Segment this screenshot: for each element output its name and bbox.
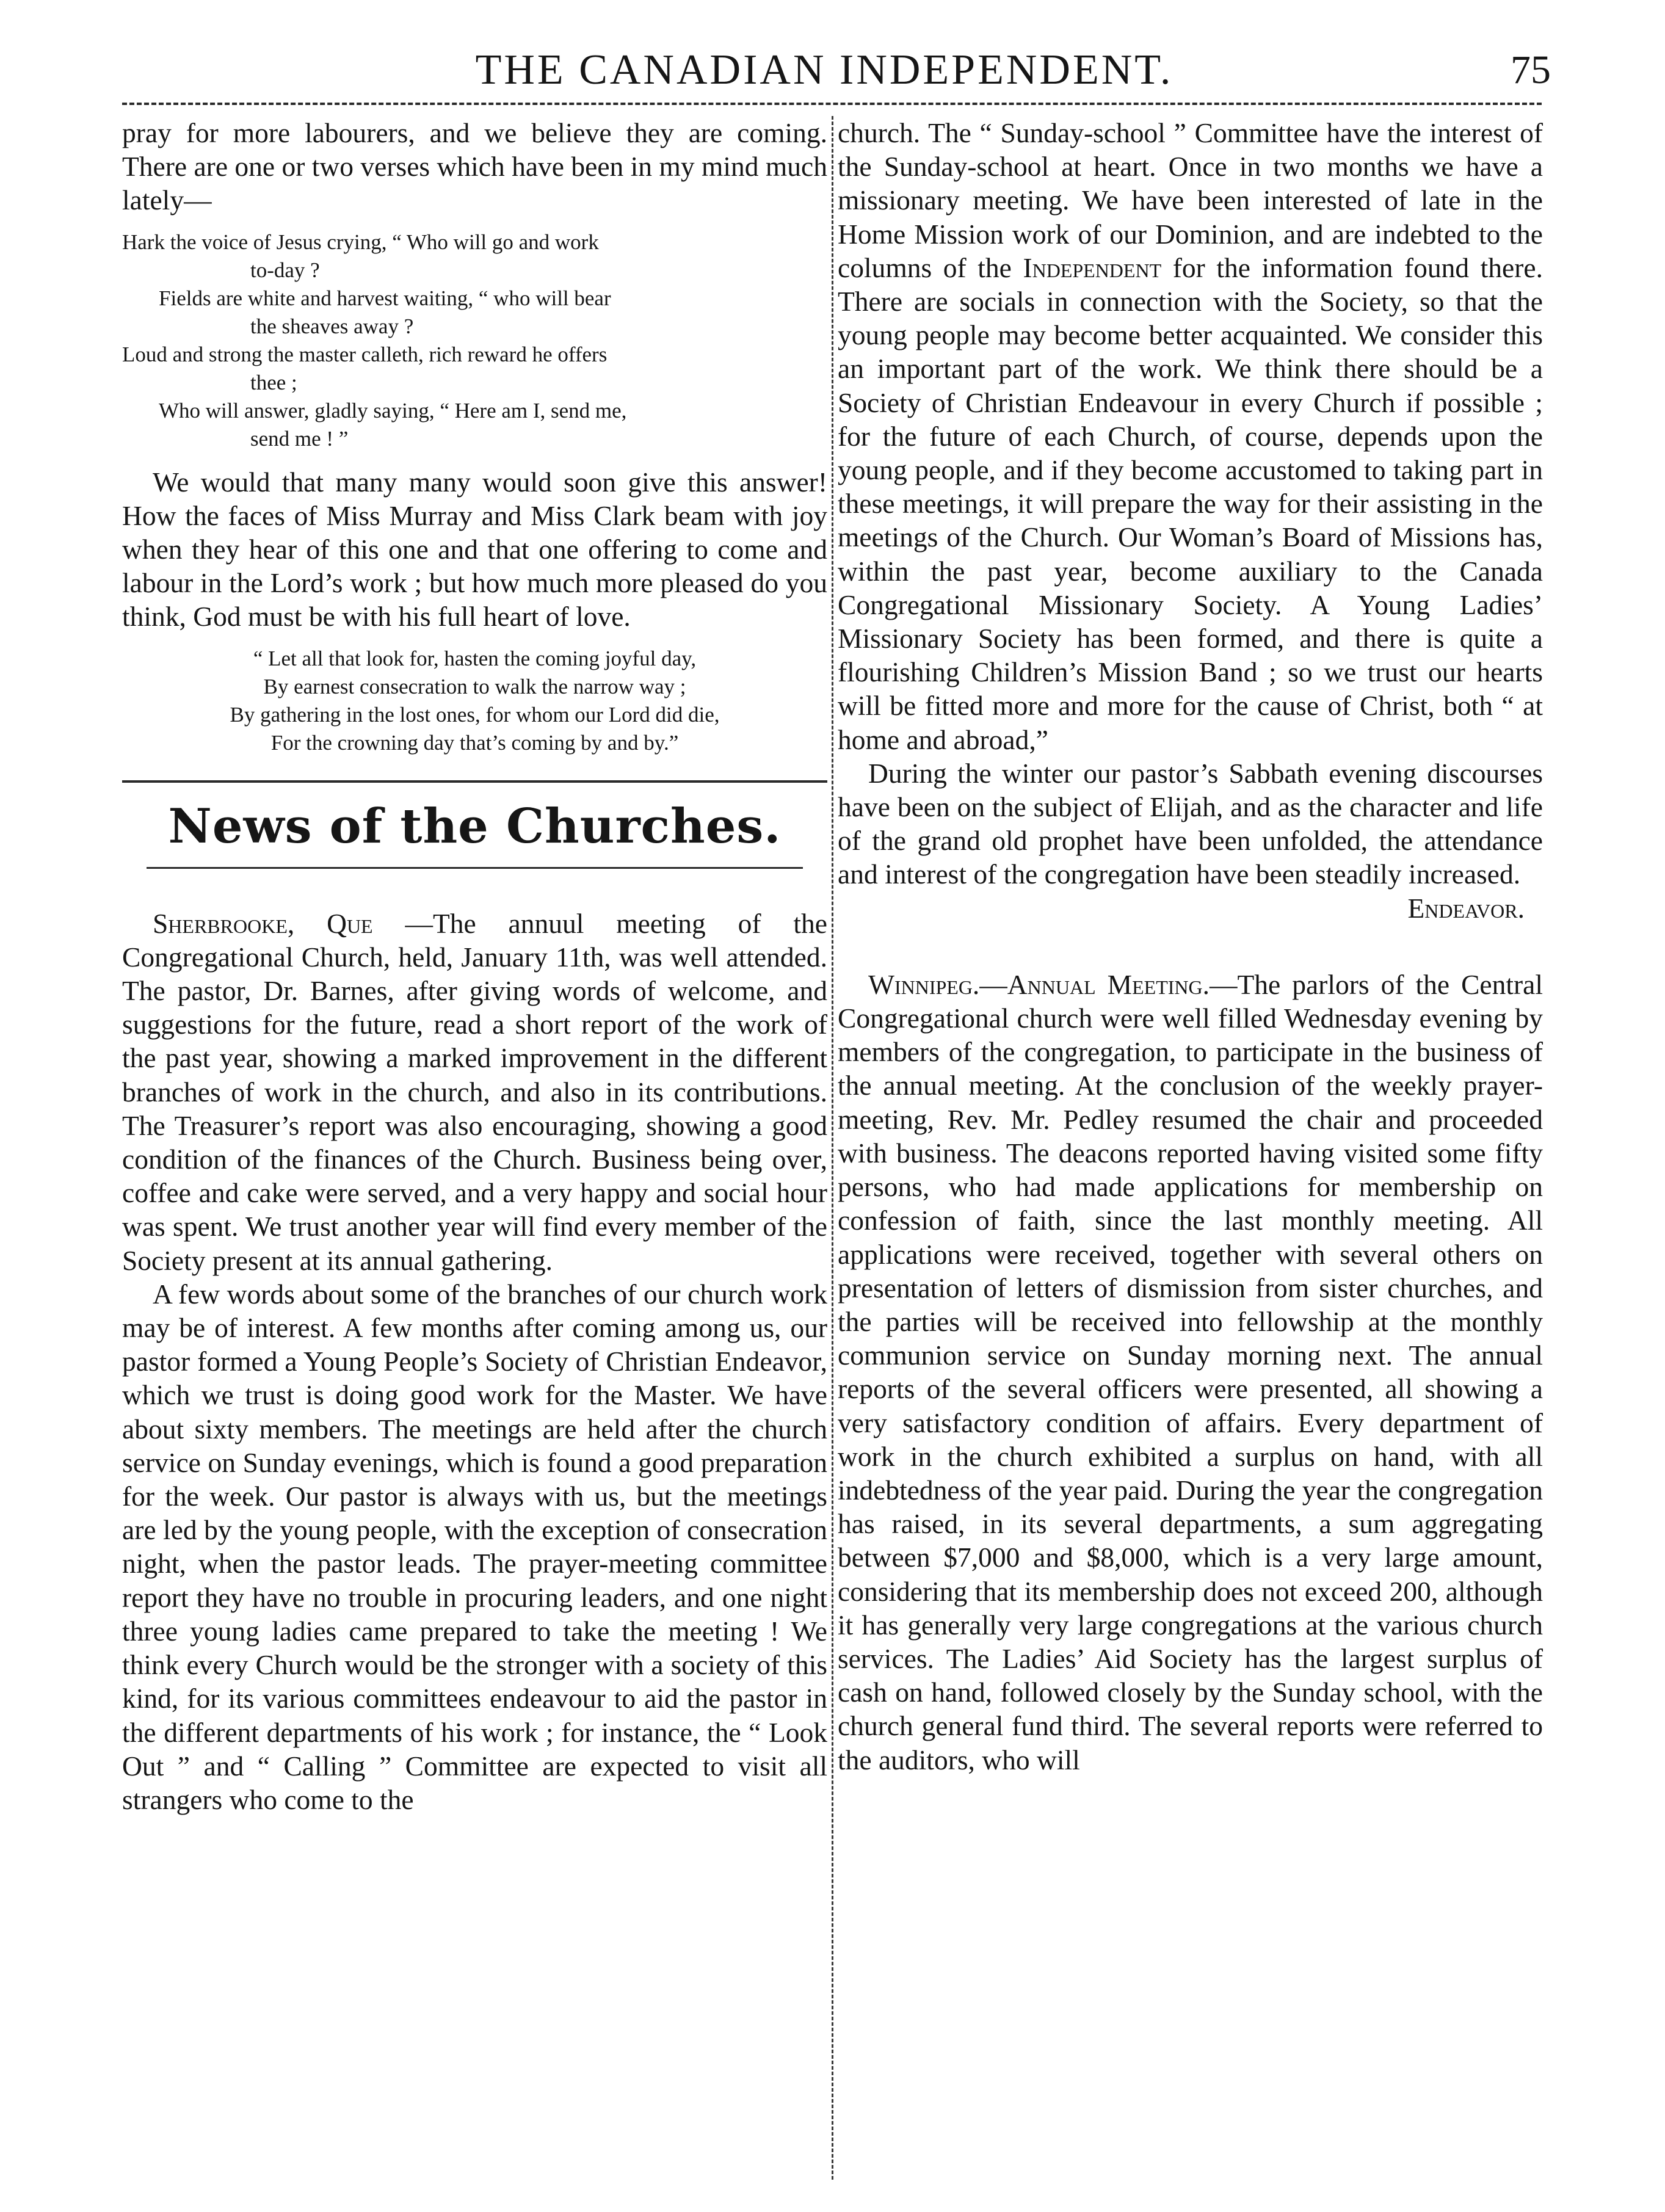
header-rule xyxy=(122,103,1542,105)
publication-name: Independent xyxy=(1023,252,1162,283)
page-header xyxy=(0,37,1665,104)
hymn-verse xyxy=(122,645,827,757)
paragraph-text: for the information found there. There are socials in connection with the Society, so that the young people may become better acquainted. We consider this an important part of the work. We think there should be a Society of Christian Endeavour in every Church if possible ; for the future of each Church, of course, depends upon the young people, and if they become accustomed to taking part in these meetings, it will prepare the way for their assisting in the meetings of the Church. Our Woman’s Board of Missions has, within the past year, become auxiliary to the Canada Congregational Missionary Society. A Young Ladies’ Missionary Society has been formed, and there is quite a flourishing Children’s Mission Band ; so we trust our hearts will be fitted more and more for the cause of Christ, both “ at home and abroad,” xyxy=(838,252,1543,755)
verse-line: the sheaves away ? xyxy=(250,314,414,338)
signature: Endeavor. xyxy=(1407,892,1525,924)
paragraph xyxy=(122,907,827,1277)
verse-line: By gathering in the lost ones, for whom our Lord did die, xyxy=(230,702,720,727)
running-title: THE CANADIAN INDEPENDENT. xyxy=(475,46,1173,93)
section-rule xyxy=(122,780,827,783)
page-number: 75 xyxy=(1511,48,1551,92)
column-divider xyxy=(832,116,833,2180)
hymn-verse xyxy=(122,228,827,453)
paragraph-text: —The parlors of the Central Congregational church were well filled Wednesday evening by members of the congregation, to participate in the business of the annual meeting. At the conclusion of the weekly prayer-meeting, Rev. Mr. Pedley resumed the chair and proceeded with business. The deacons reported having visited some fifty persons, who had made applications for membership on confession of faith, since the last monthly meeting. All applications were received, together with several others on presentation of letters of dismission from sister churches, and the parties will be received into fellowship at the monthly communion service on Sunday morning next. The annual reports of the several officers were presented, all showing a very satisfactory condition of affairs. Every department of work in the church exhibited a surplus on hand, with all indebtedness of the year paid. During the year the congregation has raised, in its several departments, a sum aggregating between $7,000 and $8,000, which is a very large amount, considering that its membership does not exceed 200, although it has generally very large congregations at the various church services. The Ladies’ Aid Society has the largest surplus of cash on hand, followed closely by the Sunday school, with the church general fund third. The several reports were referred to the auditors, who will xyxy=(838,968,1543,1775)
verse-line: to-day ? xyxy=(250,258,320,282)
paragraph: pray for more labourers, and we believe they are coming. There are one or two verses which have been in my mind much lately— xyxy=(122,117,827,216)
verse-line: For the crowning day that’s coming by and by.” xyxy=(270,730,679,755)
paragraph xyxy=(838,116,1543,756)
paragraph: A few words about some of the branches of our church work may be of interest. A few months after coming among us, our pastor formed a Young People’s Society of Christian Endeavor, which we trust is doing good work for the Master. We have about sixty members. The meetings are held after the church service on Sunday evenings, which is found a good preparation for the week. Our pastor is always with us, but the meetings are led by the young people, with the exception of consecration night, when the pastor leads. The prayer-meeting committee report they have no trouble in procuring leaders, and one night three young ladies came prepared to take the meeting ! We think every Church would be the stronger with a society of this kind, for its various committees endeavour to aid the pastor in the different departments of his work ; for instance, the “ Look Out ” and “ Calling ” Committee are expected to visit all strangers who come to the xyxy=(122,1278,827,1815)
paragraph xyxy=(838,968,1543,1777)
verse-line: send me ! ” xyxy=(250,426,349,451)
verse-line: Loud and strong the master calleth, rich reward he offers xyxy=(122,342,608,366)
verse-line: Hark the voice of Jesus crying, “ Who will go and work xyxy=(122,230,599,254)
paragraph: We would that many many would soon give this answer! How the faces of Miss Murray and Miss Clark beam with joy when they hear of this one and that one offering to come and labour in the Lord’s work ; but how much more pleased do you think, God must be with his full heart of love. xyxy=(122,466,827,633)
verse-line: “ Let all that look for, hasten the coming joyful day, xyxy=(253,646,697,670)
verse-line: By earnest consecration to walk the narrow way ; xyxy=(263,674,686,698)
right-column xyxy=(838,116,1543,1777)
place-name: Sherbrooke, Que xyxy=(153,907,373,939)
paragraph-text: church. The “ Sunday-school ” Committee have the interest of the Sunday-school at heart. Once in two months we have a missionary meeting. We have been interested of late in the Home Mission work of our Dominion, and are indebted to the columns of the xyxy=(838,117,1543,283)
verse-line: Fields are white and harvest waiting, “ who will bear xyxy=(159,286,611,310)
paragraph-text: —The annuul meeting of the Congregational Church, held, January 11th, was well attended. The pastor, Dr. Barnes, after giving words of welcome, and suggestions for the future, read a short report of the work of the past year, showing a marked improvement in the different branches of work in the church, and also in its contributions. The Treasurer’s report was also encouraging, showing a good condition of the finances of the Church. Business being over, coffee and cake were served, and a very happy and social hour was spent. We trust another year will find every member of the Society present at its annual gathering. xyxy=(122,907,827,1276)
section-rule xyxy=(147,867,803,869)
spacer xyxy=(838,925,1543,968)
section-title: News of the Churches. xyxy=(168,798,782,854)
left-column xyxy=(122,116,827,1816)
verse-line: Who will answer, gladly saying, “ Here am I, send me, xyxy=(159,398,627,422)
place-name: Winnipeg.—Annual Meeting. xyxy=(868,968,1210,1000)
paragraph: During the winter our pastor’s Sabbath evening discourses have been on the subject of Elijah, and as the character and life of the grand old prophet have been unfolded, the attendance and interest of the congregation have been steadily increased. xyxy=(838,757,1543,890)
verse-line: thee ; xyxy=(250,370,297,394)
